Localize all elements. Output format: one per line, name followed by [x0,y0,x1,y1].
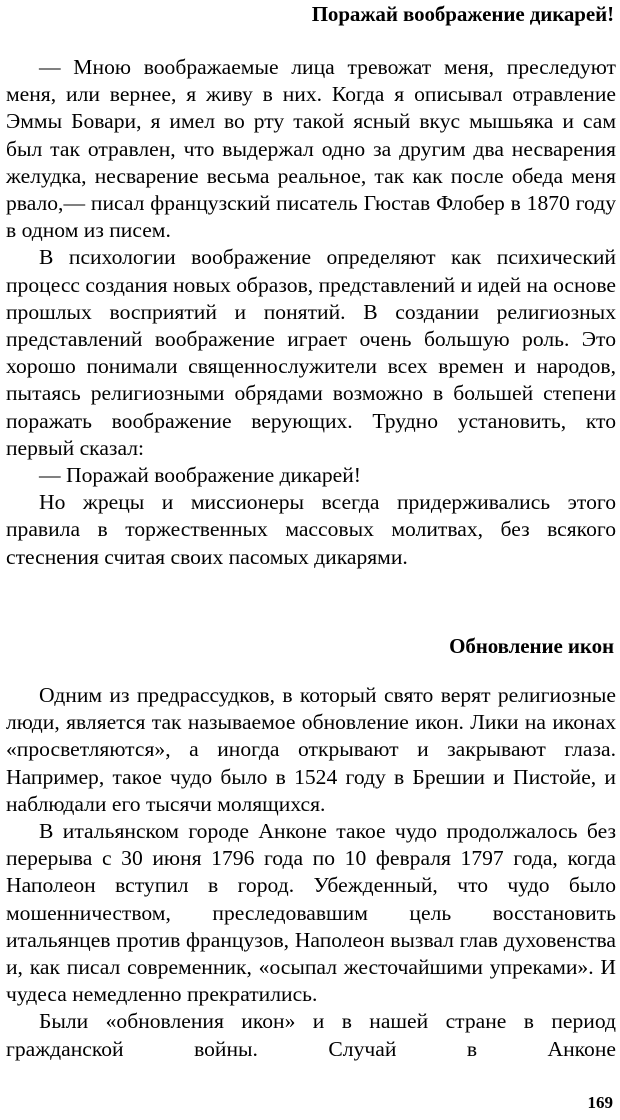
section-body-2 [6,682,616,1063]
paragraph: — Поражай воображение дикарей! [39,463,361,488]
paragraph: Одним из предрассудков, в который свято верят религиозные люди, является так называемое обновление икон. Лики на иконах «просветляются», а иногда открывают и закрывают глаза. Например, такое чудо было в 1524 году в Брешии и Пистойе, и наблюдали его тысячи молящихся. [6,683,616,816]
paragraph: — Мною воображаемые лица тревожат меня, преследуют меня, или вернее, я живу в них. Когда я описывал отравление Эммы Бовари, я имел во рту такой ясный вкус мышьяка и сам был так отравлен, что выдержал одно за другим два несварения желудка, несварение весьма реальное, так как после обеда меня рвало,— писал французский писатель Гюстав Флобер в 1870 году в одном из писем. [6,55,616,243]
section-body-1 [6,54,616,571]
paragraph: Но жрецы и миссионеры всегда придерживались этого правила в торжественных массовых молитвах, без всякого стеснения считая своих пасомых дикарями. [6,490,616,569]
page-number: 169 [587,1093,613,1112]
paragraph: В психологии воображение определяют как психический процесс создания новых образов, представлений и идей на основе прошлых восприятий и понятий. В создании религиозных представлений воображение играет очень большую роль. Это хорошо понимали священнослужители всех времен и народов, пытаясь религиозными обрядами возможно в большей степени поражать воображение верующих. Трудно установить, кто первый сказал: [6,245,616,460]
paragraph: В итальянском городе Анконе такое чудо продолжалось без перерыва с 30 июня 1796 года по 10 февраля 1797 года, когда Наполеон вступил в город. Убежденный, что чудо было мошенничеством, преследовавшим цель восстановить итальянцев против французов, Наполеон вызвал глав духовенства и, как писал современник, «осыпал жесточайшими упреками». И чудеса немедленно прекратились. [6,819,616,1007]
section-heading-1: Поражай воображение дикарей! [311,2,614,26]
paragraph: Были «обновления икон» и в нашей стране в период гражданской войны. Случай в Анконе [6,1009,616,1061]
section-heading-2: Обновление икон [449,634,614,658]
